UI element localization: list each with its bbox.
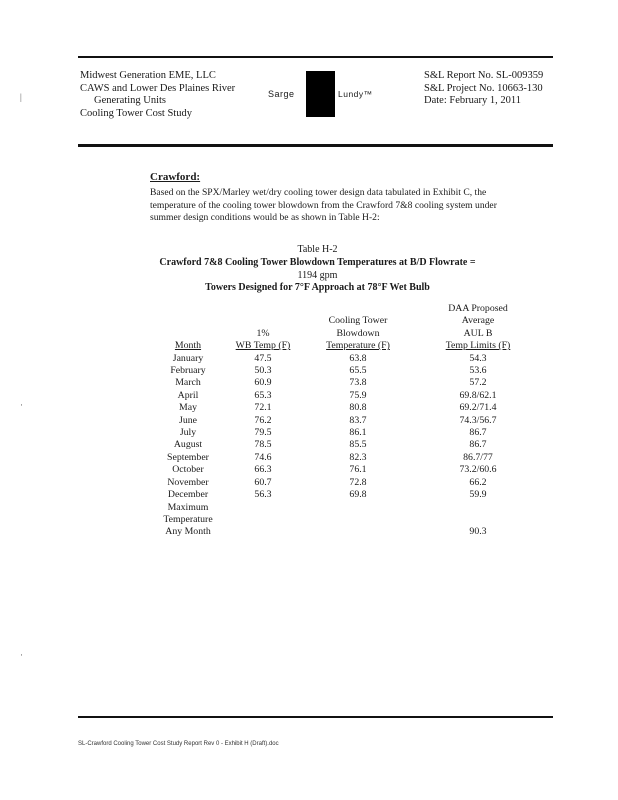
scan-mark: · — [20, 400, 23, 410]
table-row — [148, 439, 538, 451]
cell-ct: 75.9 — [349, 389, 367, 401]
logo-text-left: Sarge — [268, 89, 295, 99]
table-row — [148, 390, 538, 402]
footer-rule — [78, 716, 553, 718]
cell-wb: 72.1 — [254, 402, 272, 414]
cell-daa: 86.7/77 — [463, 451, 493, 463]
cell-daa: 66.2 — [469, 476, 487, 488]
cell-ct: 73.8 — [349, 377, 367, 389]
header-right — [424, 70, 543, 108]
table-row — [148, 377, 538, 389]
cell-month: July — [179, 427, 197, 439]
header-month: Month — [174, 340, 202, 352]
cell-daa: 53.6 — [469, 365, 487, 377]
table-title-line2: 1194 gpm — [297, 270, 338, 281]
table-header-row — [148, 303, 538, 353]
cell-daa: 74.3/56.7 — [459, 414, 497, 426]
header-left-line3: Generating Units — [94, 95, 167, 106]
cell-month: December — [167, 489, 209, 501]
max-temp-value: 90.3 — [469, 526, 487, 538]
table-row — [148, 464, 538, 476]
cell-wb: 66.3 — [254, 464, 272, 476]
header-left-line2: CAWS and Lower Des Plaines River — [80, 82, 236, 94]
cell-month: January — [172, 352, 204, 364]
table-title-line1: Crawford 7&8 Cooling Tower Blowdown Temperatures at B/D Flowrate = — [159, 257, 476, 268]
cell-ct: 76.1 — [349, 464, 367, 476]
cell-wb: 60.7 — [254, 476, 272, 488]
header-bottom-rule — [78, 144, 553, 147]
logo-text-right: Lundy™ — [338, 89, 373, 99]
cell-wb: 65.3 — [254, 389, 272, 401]
table-row — [148, 489, 538, 501]
top-rule — [78, 56, 553, 58]
table-row — [148, 427, 538, 439]
section-title: Crawford: — [150, 171, 201, 183]
scan-mark: | — [20, 92, 22, 102]
table-row — [148, 415, 538, 427]
cell-ct: 83.7 — [349, 414, 367, 426]
cell-daa: 59.9 — [469, 489, 487, 501]
cell-ct: 65.5 — [349, 365, 367, 377]
table-row — [148, 402, 538, 414]
project-number: S&L Project No. 10663-130 — [424, 82, 543, 94]
cell-wb: 74.6 — [254, 451, 272, 463]
cell-month: April — [177, 389, 199, 401]
cell-month: October — [172, 464, 204, 476]
cell-daa: 86.7 — [469, 439, 487, 451]
cell-ct: 82.3 — [349, 451, 367, 463]
cell-daa: 73.2/60.6 — [459, 464, 497, 476]
header-wb: 1% WB Temp (F) — [235, 327, 291, 352]
cell-wb: 56.3 — [254, 489, 272, 501]
header-cooling-tower: Cooling Tower Blowdown Temperature (F) — [326, 315, 390, 352]
max-temp-row — [148, 502, 538, 539]
header-daa: DAA Proposed Average AUL B Temp Limits (F) — [445, 303, 511, 352]
cell-month: February — [170, 365, 206, 377]
cell-daa: 86.7 — [469, 427, 487, 439]
cell-daa: 57.2 — [469, 377, 487, 389]
cell-wb: 76.2 — [254, 414, 272, 426]
intro-paragraph: Based on the SPX/Marley wet/dry cooling tower design data tabulated in Exhibit C, the temperature of the cooling tower blowdown from the Crawford 7&8 cooling system under summer design conditions would be as shown in Table H-2: — [150, 187, 497, 223]
temperature-table — [148, 303, 538, 539]
report-date: Date: February 1, 2011 — [424, 95, 522, 106]
cell-wb: 78.5 — [254, 439, 272, 451]
cell-month: June — [179, 414, 197, 426]
report-number: S&L Report No. SL-009359 — [424, 70, 544, 81]
cell-month: March — [175, 377, 201, 389]
table-row — [148, 452, 538, 464]
cell-daa: 69.8/62.1 — [459, 389, 497, 401]
cell-wb: 47.5 — [254, 352, 272, 364]
cell-ct: 86.1 — [349, 427, 367, 439]
header-left — [80, 70, 235, 120]
footer-filename: SL-Crawford Cooling Tower Cost Study Report Rev 0 - Exhibit H (Draft).doc — [78, 741, 279, 747]
cell-daa: 69.2/71.4 — [459, 402, 497, 414]
table-row — [148, 353, 538, 365]
table-row — [148, 365, 538, 377]
logo-block — [306, 71, 335, 117]
cell-month: August — [173, 439, 203, 451]
cell-ct: 63.8 — [349, 352, 367, 364]
cell-ct: 85.5 — [349, 439, 367, 451]
cell-month: May — [179, 402, 197, 414]
scan-mark: · — [20, 650, 23, 660]
cell-month: September — [167, 451, 209, 463]
cell-ct: 80.8 — [349, 402, 367, 414]
max-temp-label: Maximum Temperature Any Month — [163, 501, 213, 538]
table-number: Table H-2 — [297, 244, 338, 255]
cell-wb: 79.5 — [254, 427, 272, 439]
cell-month: November — [167, 476, 209, 488]
table-title-line3: Towers Designed for 7°F Approach at 78°F Wet Bulb — [205, 282, 430, 293]
cell-wb: 50.3 — [254, 365, 272, 377]
header-left-line1: Midwest Generation EME, LLC — [80, 70, 216, 81]
cell-wb: 60.9 — [254, 377, 272, 389]
cell-ct: 72.8 — [349, 476, 367, 488]
table-row — [148, 477, 538, 489]
cell-daa: 54.3 — [469, 352, 487, 364]
cell-ct: 69.8 — [349, 489, 367, 501]
header-left-line4: Cooling Tower Cost Study — [80, 107, 192, 119]
